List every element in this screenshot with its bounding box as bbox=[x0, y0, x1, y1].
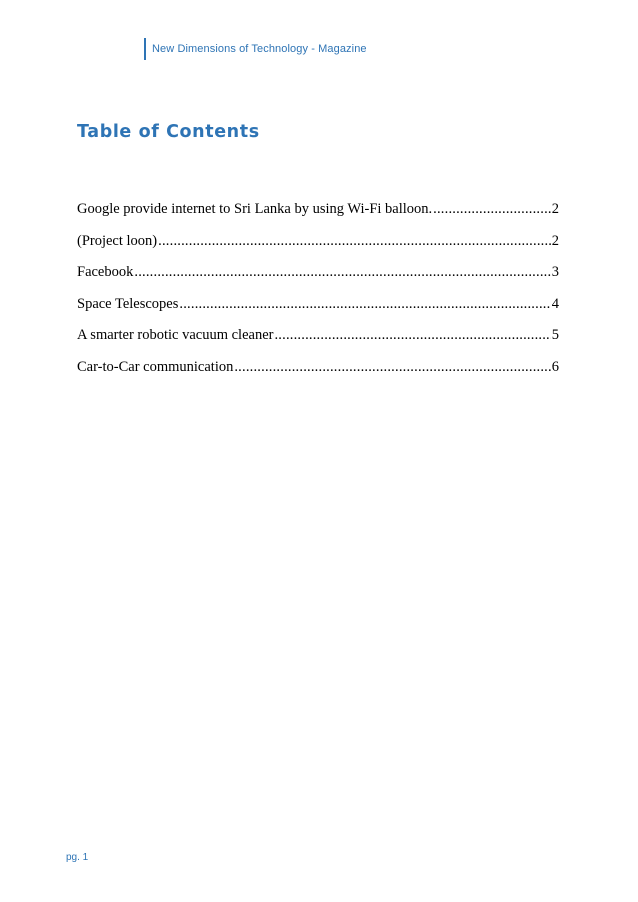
header-title: New Dimensions of Technology - Magazine bbox=[152, 43, 367, 55]
toc-entry[interactable] bbox=[77, 262, 559, 294]
toc-dot-leader bbox=[179, 294, 550, 314]
toc-entry-page: 5 bbox=[551, 327, 559, 343]
toc-entry-page: 2 bbox=[551, 201, 559, 217]
toc-dot-leader bbox=[433, 199, 551, 219]
toc-entry[interactable] bbox=[77, 357, 559, 389]
toc-entry-page: 6 bbox=[551, 358, 559, 375]
page-header bbox=[144, 38, 367, 60]
toc-entry-page: 2 bbox=[551, 232, 559, 249]
toc-entry[interactable] bbox=[77, 294, 559, 326]
toc-entry-label: (Project loon) bbox=[77, 232, 158, 249]
toc-dot-leader bbox=[274, 325, 550, 345]
toc-dot-leader bbox=[234, 357, 550, 377]
toc-entry-label: Facebook bbox=[77, 264, 134, 280]
toc-entry-label: Google provide internet to Sri Lanka by using Wi-Fi balloon. bbox=[77, 201, 433, 217]
toc-entry-label: Car-to-Car communication bbox=[77, 358, 234, 375]
toc-dot-leader bbox=[134, 262, 550, 282]
toc-entry[interactable] bbox=[77, 231, 559, 263]
toc-entry[interactable] bbox=[77, 199, 559, 231]
page-number: pg. 1 bbox=[66, 852, 89, 863]
table-of-contents bbox=[77, 199, 559, 388]
toc-entry[interactable] bbox=[77, 325, 559, 357]
toc-entry-label: A smarter robotic vacuum cleaner bbox=[77, 327, 274, 343]
toc-dot-leader bbox=[158, 231, 551, 251]
toc-heading: Table of Contents bbox=[77, 122, 260, 142]
toc-entry-label: Space Telescopes bbox=[77, 295, 179, 312]
header-divider bbox=[144, 38, 146, 60]
toc-entry-page: 4 bbox=[551, 295, 559, 312]
toc-entry-page: 3 bbox=[551, 264, 559, 280]
